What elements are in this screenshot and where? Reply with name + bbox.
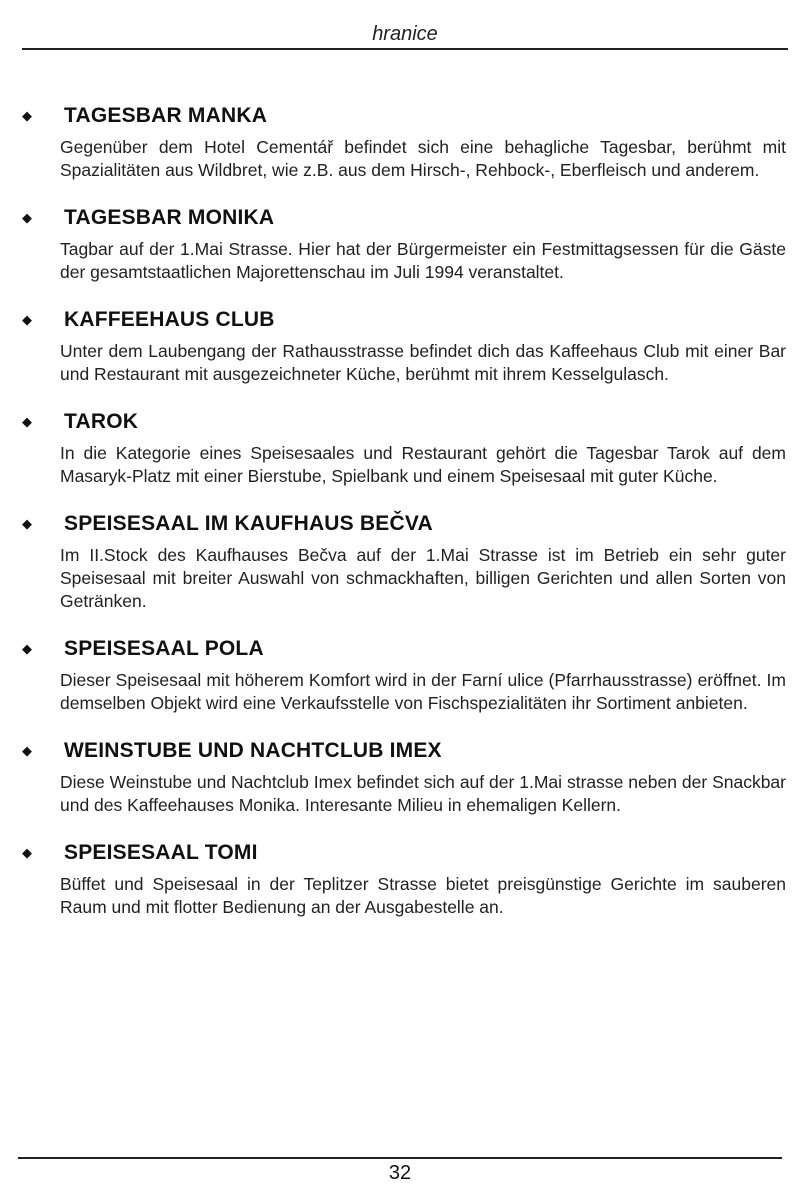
running-header: hranice <box>372 23 438 45</box>
entry-title: KAFFEEHAUS CLUB <box>64 308 275 331</box>
entry-title: TAGESBAR MONIKA <box>64 206 275 229</box>
diamond-bullet-icon: ◆ <box>22 516 32 531</box>
entry-title: WEINSTUBE UND NACHTCLUB IMEX <box>64 739 442 762</box>
entry-heading <box>18 96 786 136</box>
entry-heading <box>18 629 786 669</box>
diamond-bullet-icon: ◆ <box>22 108 32 123</box>
entry-title: TAROK <box>64 410 139 433</box>
entry-heading <box>18 300 786 340</box>
list-item <box>18 731 786 817</box>
list-item <box>18 629 786 715</box>
entries-list <box>18 96 786 935</box>
entry-heading <box>18 402 786 442</box>
entry-text: Unter dem Laubengang der Rathausstrasse befindet dich das Kaffeehaus Club mit einer Bar und Restaurant mit ausgezeichneter Küche, berühmt mit ihrem Kesselgulasch. <box>60 341 786 384</box>
entry-title: SPEISESAAL POLA <box>64 637 264 660</box>
entry-heading <box>18 731 786 771</box>
list-item <box>18 300 786 386</box>
entry-text: In die Kategorie eines Speisesaales und Restaurant gehört die Tagesbar Tarok auf dem Masaryk-Platz mit einer Bierstube, Spielbank und einem Speisesaal mit guter Küche. <box>60 443 786 486</box>
list-item <box>18 833 786 919</box>
diamond-bullet-icon: ◆ <box>22 312 32 327</box>
entry-heading <box>18 504 786 544</box>
entry-text: Tagbar auf der 1.Mai Strasse. Hier hat der Bürgermeister ein Festmittagsessen für die Gäste der gesamtstaatlichen Majorettenschau im Juli 1994 veranstaltet. <box>60 239 786 282</box>
diamond-bullet-icon: ◆ <box>22 641 32 656</box>
diamond-bullet-icon: ◆ <box>22 414 32 429</box>
list-item <box>18 402 786 488</box>
entry-heading <box>18 833 786 873</box>
entry-text: Im II.Stock des Kaufhauses Bečva auf der 1.Mai Strasse ist im Betrieb ein sehr guter Speisesaal mit breiter Auswahl von schmackhaften, billigen Gerichten und allen Sorten von Getränken. <box>60 545 786 611</box>
page-number: 32 <box>388 1162 412 1184</box>
diamond-bullet-icon: ◆ <box>22 743 32 758</box>
header-rule <box>22 48 788 50</box>
list-item <box>18 504 786 613</box>
list-item <box>18 96 786 182</box>
entry-text: Dieser Speisesaal mit höherem Komfort wird in der Farní ulice (Pfarrhausstrasse) eröffnet. Im demselben Objekt wird eine Verkaufsstelle von Fischspezialitäten ihr Sortiment anbieten. <box>60 670 786 713</box>
diamond-bullet-icon: ◆ <box>22 845 32 860</box>
entry-title: TAGESBAR MANKA <box>64 104 268 127</box>
entry-text: Gegenüber dem Hotel Cementář befindet sich eine behagliche Tagesbar, berühmt mit Spazialitäten aus Wildbret, wie z.B. aus dem Hirsch-, Rehbock-, Eberfleisch und anderem. <box>60 137 786 180</box>
footer-rule <box>18 1157 782 1159</box>
entry-text: Büffet und Speisesaal in der Teplitzer Strasse bietet preisgünstige Gerichte im sauberen Raum und mit flotter Bedienung an der Ausgabestelle an. <box>60 874 786 917</box>
entry-title: SPEISESAAL TOMI <box>64 841 258 864</box>
entry-title: SPEISESAAL IM KAUFHAUS BEČVA <box>64 512 433 535</box>
entry-text: Diese Weinstube und Nachtclub Imex befindet sich auf der 1.Mai strasse neben der Snackbar und des Kaffeehauses Monika. Interesante Milieu in ehemaligen Kellern. <box>60 772 786 815</box>
list-item <box>18 198 786 284</box>
entry-heading <box>18 198 786 238</box>
diamond-bullet-icon: ◆ <box>22 210 32 225</box>
